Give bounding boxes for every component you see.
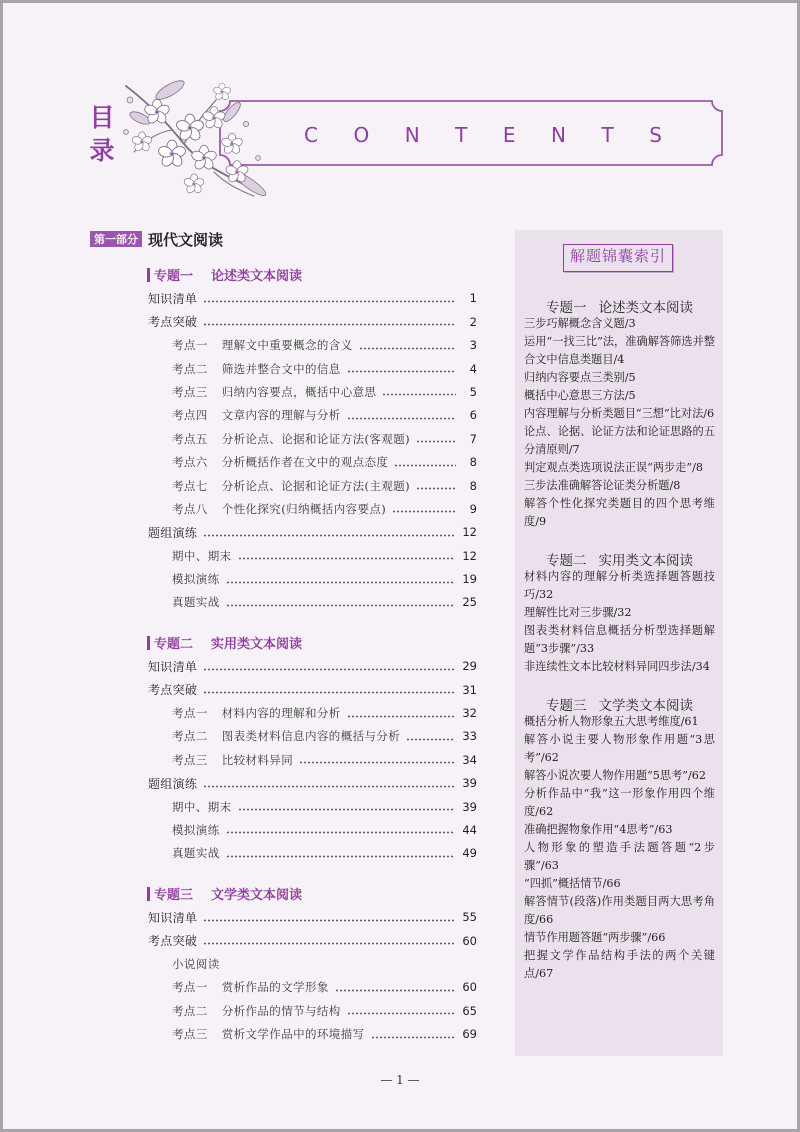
dot-leader	[394, 464, 456, 467]
entry-page: 39	[462, 799, 477, 814]
entry-page: 44	[462, 822, 477, 837]
dot-leader	[359, 347, 456, 350]
topic-name: 实用类文本阅读	[211, 637, 303, 653]
entry-page: 7	[469, 431, 477, 446]
dot-leader	[347, 715, 456, 718]
entry-page: 31	[462, 682, 477, 697]
toc-entry	[147, 655, 477, 678]
toc-subentry	[147, 544, 477, 567]
tip-item: 解答小说主要人物形象作用题“3思考”/62	[524, 733, 715, 764]
entry-page: 12	[462, 548, 477, 563]
part-title: 现代文阅读	[148, 230, 224, 249]
toc-subentry	[147, 701, 477, 724]
entry-label: 考点二	[172, 1003, 208, 1018]
dot-leader	[371, 1036, 456, 1039]
entry-page: 29	[462, 659, 477, 674]
toc-subentry	[147, 450, 477, 473]
tip-item: 材料内容的理解分析类选择题答题技巧/32	[524, 570, 715, 601]
topic-number: 专题二	[154, 637, 194, 653]
tip-item: 分析作品中“我”这一形象作用四个维度/62	[524, 787, 715, 818]
entry-page: 34	[462, 752, 477, 767]
section-name: 论述类文本阅读	[598, 300, 693, 316]
tip-item: 把握文学作品结构手法的两个关键点/67	[524, 949, 715, 980]
entry-title: 个性化探究(归纳概括内容要点)	[221, 501, 387, 516]
entry-label: 真题实战	[172, 595, 220, 610]
entry-page: 19	[462, 572, 477, 587]
entry-page: 32	[462, 706, 477, 721]
dot-leader	[203, 534, 455, 537]
entry-page: 60	[462, 980, 477, 995]
topic-name: 论述类文本阅读	[211, 269, 303, 285]
entry-title: 筛选并整合文中的信息	[221, 361, 341, 376]
blossoms	[131, 83, 249, 194]
tip-item: 解答小说次要人物作用题“5思考”/62	[524, 769, 706, 782]
entry-label: 考点七	[172, 478, 208, 493]
toc-subentry	[147, 427, 477, 450]
entry-label: 考点突破	[148, 315, 198, 330]
section-name: 实用类文本阅读	[598, 553, 693, 569]
entry-title: 归纳内容要点，概括中心意思	[221, 384, 377, 399]
entry-label: 模拟演练	[172, 572, 220, 587]
topic-section	[147, 882, 477, 1046]
dot-leader	[226, 604, 456, 607]
toc-subentry	[147, 357, 477, 380]
tip-item: 解答个性化探究类题目的四个思考维度/9	[524, 497, 715, 528]
dot-leader	[392, 510, 456, 513]
section-number: 专题二	[546, 553, 587, 569]
toc-subentry	[147, 380, 477, 403]
dot-leader	[226, 831, 456, 834]
topic-heading	[147, 882, 477, 905]
tip-item: 非连续性文本比较材料异同四步法/34	[524, 660, 710, 673]
dot-leader	[203, 942, 455, 945]
entry-page: 25	[462, 595, 477, 610]
entry-page: 12	[462, 525, 477, 540]
topic-number: 专题一	[154, 269, 194, 285]
topic-marker	[147, 636, 150, 650]
entry-label: 考点突破	[148, 934, 198, 949]
entry-label: 小说阅读	[172, 956, 220, 971]
cherry-blossom-illustration	[112, 72, 272, 200]
entry-label: 考点二	[172, 361, 208, 376]
table-of-contents	[147, 263, 477, 1046]
topic-marker	[147, 887, 150, 901]
section-number: 专题一	[546, 300, 587, 316]
entry-page: 1	[469, 291, 477, 306]
tip-item: 人物形象的塑造手法题答题“2步骤”/63	[524, 841, 715, 872]
entry-page: 33	[462, 729, 477, 744]
tips-index-title: 解题锦囊索引	[563, 244, 673, 272]
entry-page: 60	[462, 933, 477, 948]
page-title: 目录	[86, 104, 115, 170]
toc-subentry	[147, 474, 477, 497]
toc-entry	[147, 772, 477, 795]
entry-label: 考点突破	[148, 683, 198, 698]
dot-leader	[226, 581, 456, 584]
entry-label: 考点二	[172, 729, 208, 744]
topic-number: 专题三	[154, 888, 194, 904]
dot-leader	[335, 989, 456, 992]
tip-item: 解答情节(段落)作用类题目两大思考角度/66	[524, 895, 715, 926]
toc-entry	[147, 678, 477, 701]
entry-label: 知识清单	[148, 910, 198, 925]
toc-subentry	[147, 567, 477, 590]
toc-subentry	[147, 795, 477, 818]
entry-label: 考点六	[172, 455, 208, 470]
tip-item: 内容理解与分析类题目“三想”比对法/6	[524, 407, 715, 420]
toc-subheading	[147, 952, 477, 975]
section-number: 专题三	[546, 698, 587, 714]
entry-label: 期中、期末	[172, 799, 232, 814]
entry-page: 39	[462, 776, 477, 791]
entry-page: 69	[462, 1027, 477, 1042]
dot-leader	[203, 300, 456, 303]
topic-section	[147, 263, 477, 614]
entry-page: 2	[469, 314, 477, 329]
dot-leader	[203, 691, 455, 694]
entry-label: 考点一	[172, 338, 208, 353]
tips-section	[524, 694, 715, 983]
entry-title: 理解文中重要概念的含义	[221, 338, 353, 353]
toc-entry	[147, 287, 477, 310]
topic-heading	[147, 263, 477, 286]
entry-page: 55	[462, 910, 477, 925]
dot-leader	[203, 323, 456, 326]
entry-page: 6	[469, 408, 477, 423]
toc-subentry	[147, 842, 477, 865]
dot-leader	[238, 557, 456, 560]
entry-label: 考点五	[172, 431, 208, 446]
toc-entry	[147, 905, 477, 928]
tip-item: 运用“一找三比”法，准确解答筛选并整合文中信息类题目/4	[524, 335, 715, 366]
topic-heading	[147, 631, 477, 654]
dot-leader	[203, 919, 455, 922]
entry-title: 分析论点、论据和论证方法(客观题)	[221, 431, 410, 446]
dot-leader	[382, 393, 456, 396]
toc-entry	[147, 929, 477, 952]
entry-title: 材料内容的理解和分析	[221, 706, 341, 721]
page-number: — 1 —	[380, 1073, 420, 1087]
part-tag: 第一部分	[90, 231, 142, 247]
tips-section-heading	[524, 694, 715, 712]
entry-title: 赏析文学作品中的环境描写	[221, 1027, 365, 1042]
dot-leader	[347, 1012, 456, 1015]
entry-title: 图表类材料信息内容的概括与分析	[221, 729, 401, 744]
entry-title: 分析作品的情节与结构	[221, 1003, 341, 1018]
entry-title: 分析概括作者在文中的观点态度	[221, 455, 389, 470]
toc-subentry	[147, 497, 477, 520]
entry-label: 真题实战	[172, 846, 220, 861]
entry-label: 模拟演练	[172, 822, 220, 837]
entry-title: 比较材料异同	[221, 752, 294, 767]
toc-subentry	[147, 748, 477, 771]
entry-label: 题组演练	[148, 776, 198, 791]
dot-leader	[347, 370, 456, 373]
topic-name: 文学类文本阅读	[211, 888, 303, 904]
tip-item: 判定观点类选项说法正误“两步走”/8	[524, 461, 703, 474]
entry-page: 3	[469, 338, 477, 353]
toc-subentry	[147, 404, 477, 427]
section-name: 文学类文本阅读	[598, 698, 693, 714]
tip-item: 归纳内容要点三类别/5	[524, 371, 636, 384]
entry-label: 知识清单	[148, 659, 198, 674]
topic-marker	[147, 268, 150, 282]
toc-subentry	[147, 725, 477, 748]
entry-page: 8	[469, 478, 477, 493]
dot-leader	[238, 808, 456, 811]
tip-item: 概括分析人物形象五大思考维度/61	[524, 715, 699, 728]
tips-section-heading	[524, 549, 715, 567]
entry-label: 期中、期末	[172, 548, 232, 563]
tip-item: 准确把握物象作用“4思考”/63	[524, 823, 673, 836]
toc-subentry	[147, 333, 477, 356]
entry-label: 考点一	[172, 706, 208, 721]
entry-title: 文章内容的理解与分析	[221, 408, 341, 423]
dot-leader	[203, 785, 455, 788]
entry-label: 考点八	[172, 501, 208, 516]
dot-leader	[406, 738, 455, 741]
topic-section	[147, 631, 477, 865]
contents-heading: CONTENTS	[304, 123, 698, 147]
entry-page: 9	[469, 501, 477, 516]
tips-section-heading	[524, 296, 715, 314]
tip-item: 概括中心意思三方法/5	[524, 389, 636, 402]
entry-label: 题组演练	[148, 525, 198, 540]
tip-item: 情节作用题答题“两步骤”/66	[524, 931, 666, 944]
dot-leader	[299, 761, 455, 764]
toc-subentry	[147, 1022, 477, 1045]
tip-item: 理解性比对三步骤/32	[524, 606, 632, 619]
toc-entry	[147, 521, 477, 544]
entry-label: 考点三	[172, 1027, 208, 1042]
entry-title: 分析论点、论据和论证方法(主观题)	[221, 478, 410, 493]
entry-label: 知识清单	[148, 291, 198, 306]
dot-leader	[203, 668, 455, 671]
dot-leader	[416, 440, 456, 443]
toc-entry	[147, 310, 477, 333]
toc-subentry	[147, 591, 477, 614]
entry-page: 4	[469, 361, 477, 376]
dot-leader	[226, 855, 456, 858]
entry-page: 8	[469, 455, 477, 470]
entry-label: 考点三	[172, 384, 208, 399]
entry-page: 65	[462, 1003, 477, 1018]
entry-label: 考点三	[172, 752, 208, 767]
toc-subentry	[147, 999, 477, 1022]
entry-page: 49	[462, 846, 477, 861]
tip-item: 论点、论据、论证方法和论证思路的五分清原则/7	[524, 425, 715, 456]
tips-section	[524, 549, 715, 676]
dot-leader	[347, 417, 456, 420]
tip-item: “四抓”概括情节/66	[524, 877, 621, 890]
dot-leader	[416, 487, 456, 490]
toc-subentry	[147, 818, 477, 841]
toc-subentry	[147, 976, 477, 999]
tips-index-sections	[524, 296, 715, 983]
tip-item: 图表类材料信息概括分析型选择题解题“3步骤”/33	[524, 624, 715, 655]
part-header	[90, 230, 223, 248]
tips-index-panel	[515, 230, 723, 1056]
entry-label: 考点四	[172, 408, 208, 423]
tip-item: 三步法准确解答论证类分析题/8	[524, 479, 681, 492]
entry-label: 考点一	[172, 980, 208, 995]
entry-title: 赏析作品的文学形象	[221, 980, 329, 995]
tip-item: 三步巧解概念含义题/3	[524, 317, 636, 330]
tips-section	[524, 296, 715, 531]
entry-page: 5	[469, 384, 477, 399]
